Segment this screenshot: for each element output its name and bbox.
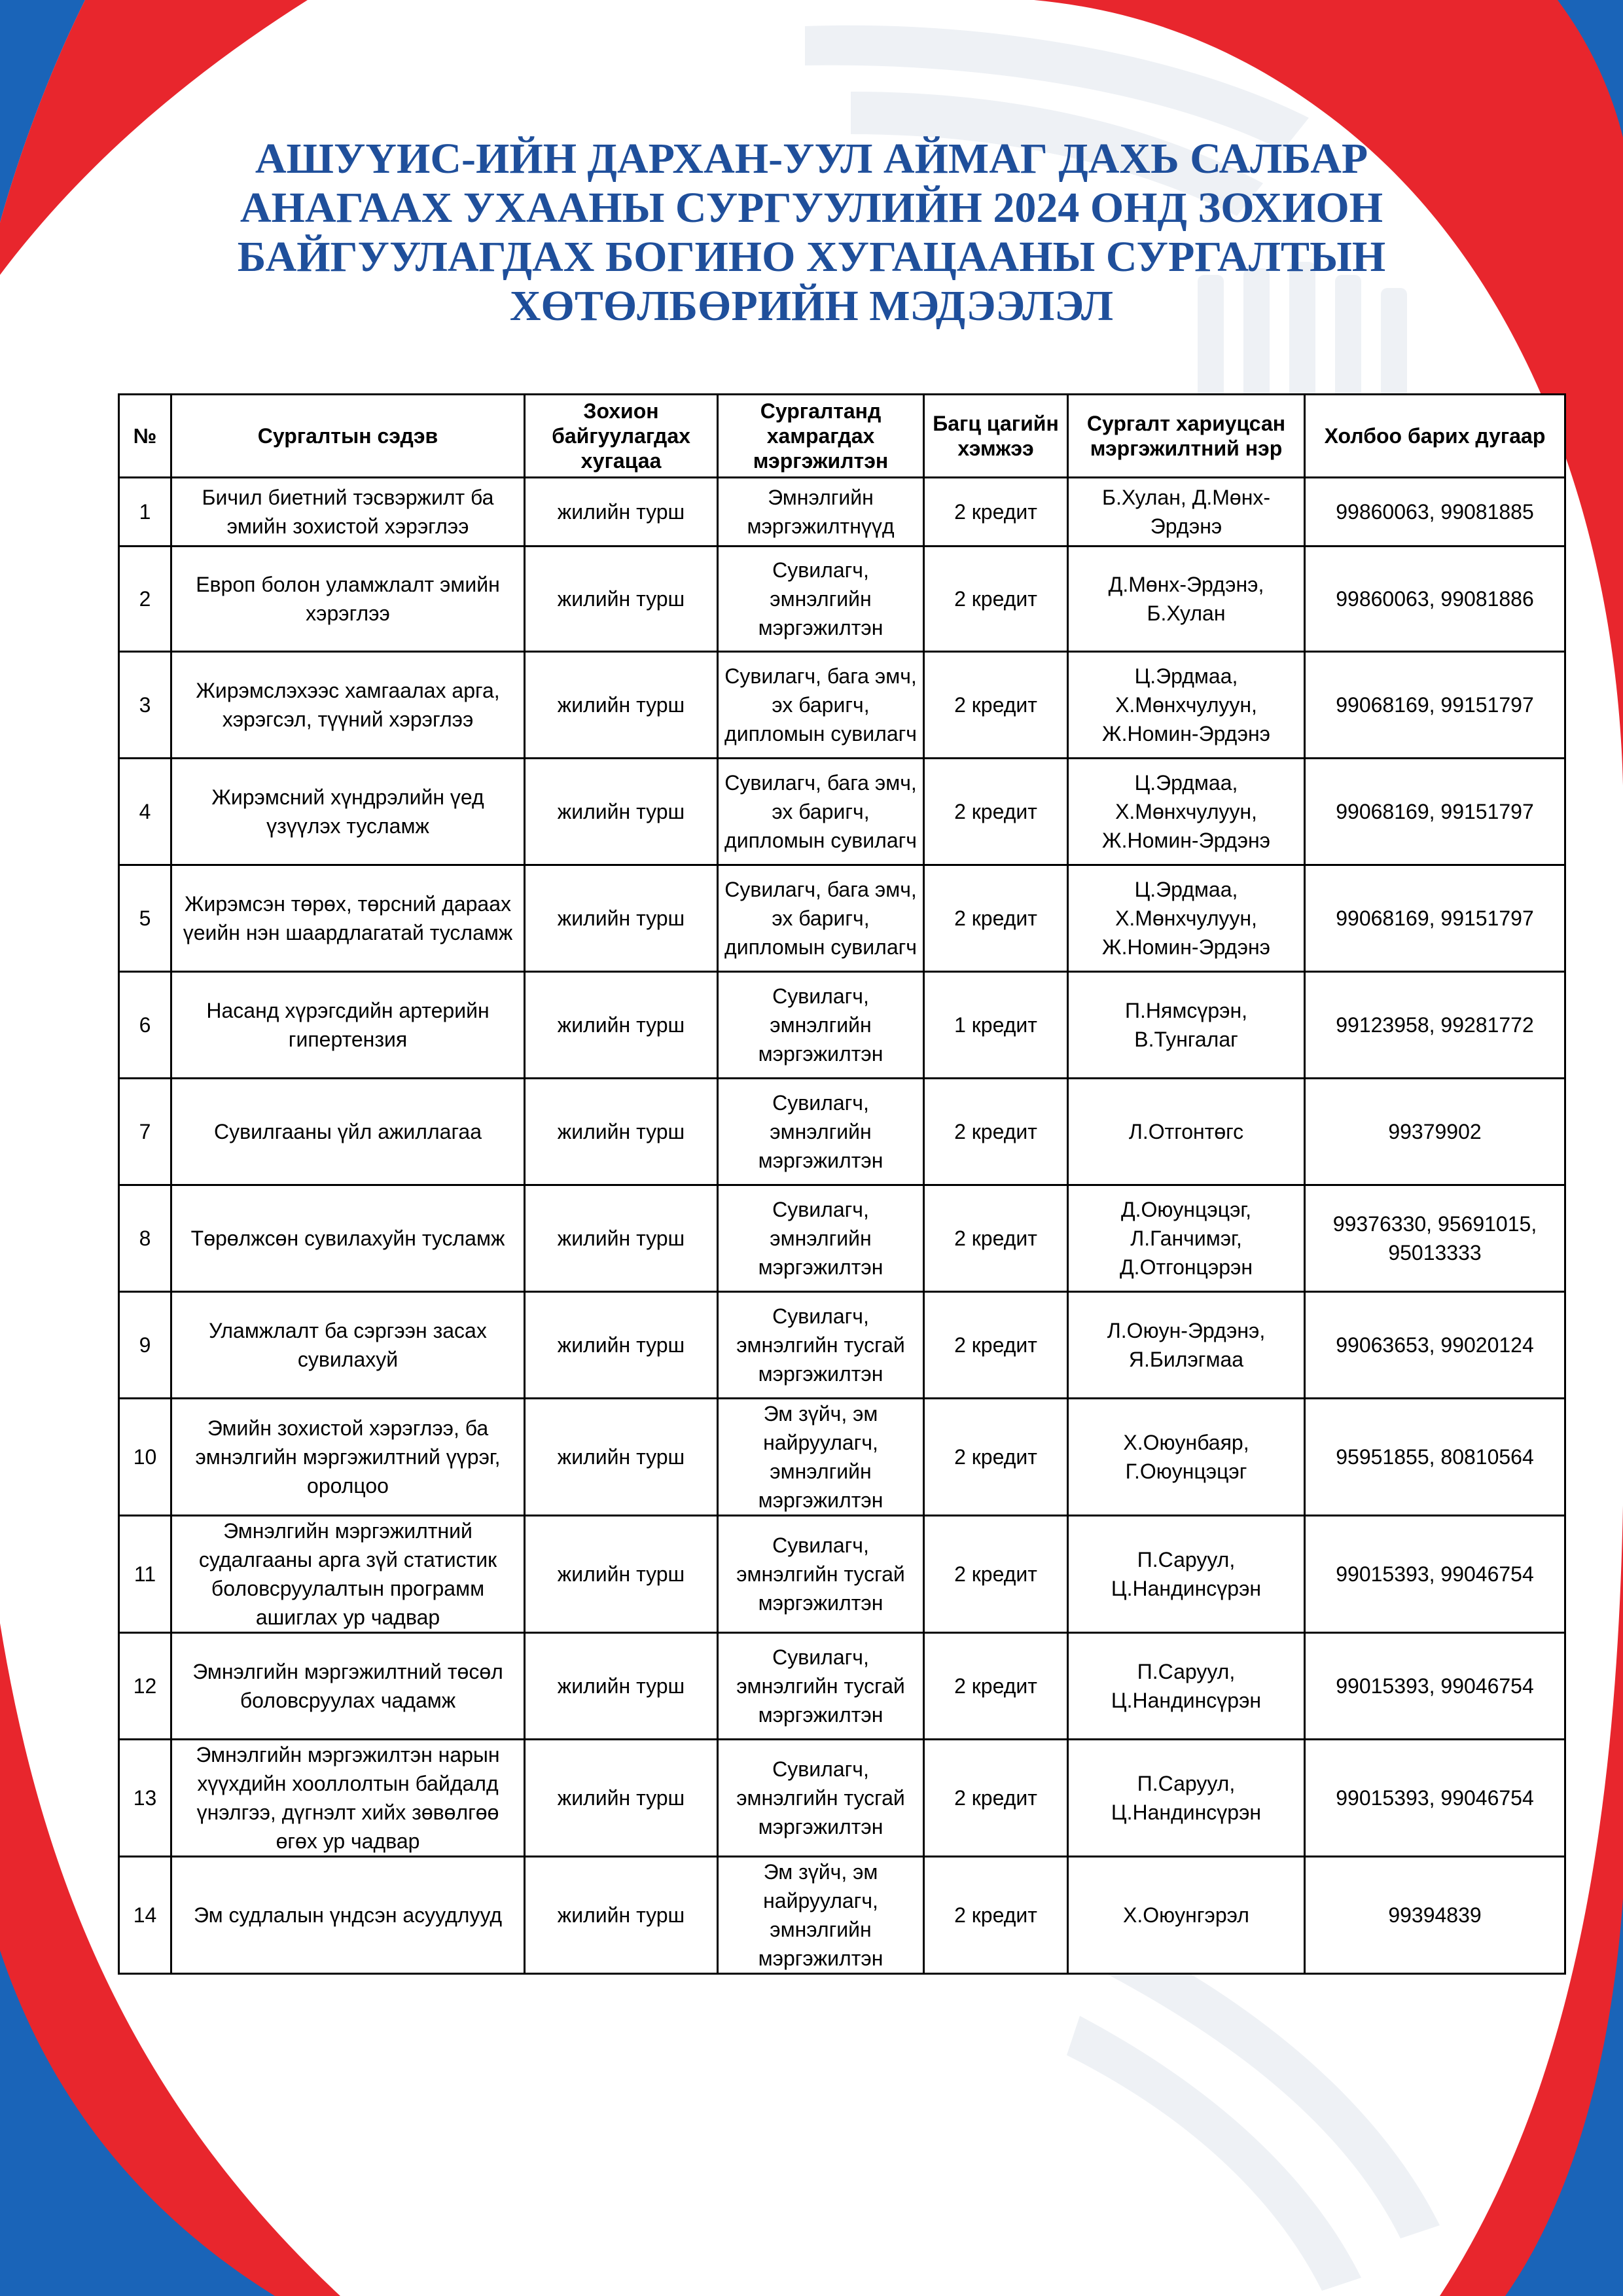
cell-credits: 2 кредит xyxy=(924,1399,1068,1516)
table-body xyxy=(119,478,1565,1974)
cell-instructor: Л.Отгонтөгс xyxy=(1068,1079,1305,1185)
cell-phone: 99063653, 99020124 xyxy=(1305,1292,1565,1399)
cell-instructor: П.Нямсүрэн, В.Тунгалаг xyxy=(1068,972,1305,1079)
cell-topic: Эмнэлгийн мэргэжилтний судалгааны арга зүй статистик боловсруулалтын программ ашиглах ур чадвар xyxy=(171,1516,525,1633)
cell-credits: 2 кредит xyxy=(924,1740,1068,1857)
header-duration: Зохион байгуулагдах хугацаа xyxy=(525,395,718,478)
title-line: АНАГААХ УХААНЫ СУРГУУЛИЙН 2024 ОНД ЗОХИОН xyxy=(240,184,1383,232)
cell-duration: жилийн турш xyxy=(525,1292,718,1399)
cell-phone: 99860063, 99081886 xyxy=(1305,547,1565,652)
cell-no: 7 xyxy=(119,1079,171,1185)
table-header-row xyxy=(119,395,1565,478)
table-row xyxy=(119,1516,1565,1633)
cell-no: 8 xyxy=(119,1185,171,1292)
cell-instructor: П.Саруул, Ц.Нандинсүрэн xyxy=(1068,1633,1305,1740)
cell-phone: 99015393, 99046754 xyxy=(1305,1633,1565,1740)
cell-audience: Сувилагч, эмнэлгийн тусгай мэргэжилтэн xyxy=(718,1633,924,1740)
table-row xyxy=(119,1740,1565,1857)
cell-topic: Жирэмсний хүндрэлийн үед үзүүлэх тусламж xyxy=(171,759,525,865)
header-audience: Сургалтанд хамрагдах мэргэжилтэн xyxy=(718,395,924,478)
cell-instructor: Д.Оюунцэцэг, Л.Ганчимэг, Д.Отгонцэрэн xyxy=(1068,1185,1305,1292)
cell-phone: 99015393, 99046754 xyxy=(1305,1740,1565,1857)
cell-instructor: П.Саруул, Ц.Нандинсүрэн xyxy=(1068,1740,1305,1857)
cell-duration: жилийн турш xyxy=(525,1740,718,1857)
cell-audience: Сувилагч, эмнэлгийн мэргэжилтэн xyxy=(718,972,924,1079)
cell-no: 6 xyxy=(119,972,171,1079)
table-row xyxy=(119,478,1565,547)
cell-duration: жилийн турш xyxy=(525,759,718,865)
cell-audience: Сувилагч, эмнэлгийн мэргэжилтэн xyxy=(718,1185,924,1292)
title-line: ХӨТӨЛБӨРИЙН МЭДЭЭЛЭЛ xyxy=(509,282,1114,330)
cell-duration: жилийн турш xyxy=(525,478,718,547)
cell-topic: Сувилгааны үйл ажиллагаа xyxy=(171,1079,525,1185)
cell-credits: 2 кредит xyxy=(924,1516,1068,1633)
header-instructor: Сургалт хариуцсан мэргэжилтний нэр xyxy=(1068,395,1305,478)
cell-no: 4 xyxy=(119,759,171,865)
header-credits: Багц цагийн хэмжээ xyxy=(924,395,1068,478)
cell-credits: 2 кредит xyxy=(924,1292,1068,1399)
cell-audience: Сувилагч, эмнэлгийн тусгай мэргэжилтэн xyxy=(718,1516,924,1633)
cell-instructor: Х.Оюунгэрэл xyxy=(1068,1857,1305,1974)
cell-instructor: П.Саруул, Ц.Нандинсүрэн xyxy=(1068,1516,1305,1633)
cell-phone: 99860063, 99081885 xyxy=(1305,478,1565,547)
header-topic: Сургалтын сэдэв xyxy=(171,395,525,478)
cell-duration: жилийн турш xyxy=(525,1633,718,1740)
cell-audience: Сувилагч, эмнэлгийн тусгай мэргэжилтэн xyxy=(718,1292,924,1399)
cell-phone: 99379902 xyxy=(1305,1079,1565,1185)
document-title xyxy=(196,134,1427,331)
cell-phone: 99068169, 99151797 xyxy=(1305,759,1565,865)
courses-table xyxy=(118,393,1566,1975)
cell-topic: Эмнэлгийн мэргэжилтэн нарын хүүхдийн хооллолтын байдалд үнэлгээ, дүгнэлт хийх зөвөлгөө өгөх ур чадвар xyxy=(171,1740,525,1857)
title-line: АШУҮИС-ИЙН ДАРХАН-УУЛ АЙМАГ ДАХЬ САЛБАР xyxy=(255,135,1368,183)
header-phone: Холбоо барих дугаар xyxy=(1305,395,1565,478)
cell-instructor: Б.Хулан, Д.Мөнх-Эрдэнэ xyxy=(1068,478,1305,547)
cell-duration: жилийн турш xyxy=(525,1516,718,1633)
cell-instructor: Х.Оюунбаяр, Г.Оюунцэцэг xyxy=(1068,1399,1305,1516)
cell-phone: 99015393, 99046754 xyxy=(1305,1516,1565,1633)
cell-credits: 2 кредит xyxy=(924,1185,1068,1292)
cell-phone: 99394839 xyxy=(1305,1857,1565,1974)
table-row xyxy=(119,1633,1565,1740)
cell-topic: Европ болон уламжлалт эмийн хэрэглээ xyxy=(171,547,525,652)
cell-topic: Жирэмслэхээс хамгаалах арга, хэрэгсэл, түүний хэрэглээ xyxy=(171,652,525,759)
cell-duration: жилийн турш xyxy=(525,1857,718,1974)
cell-no: 13 xyxy=(119,1740,171,1857)
title-line: БАЙГУУЛАГДАХ БОГИНО ХУГАЦААНЫ СУРГАЛТЫН xyxy=(237,233,1386,281)
cell-audience: Сувилагч, эмнэлгийн тусгай мэргэжилтэн xyxy=(718,1740,924,1857)
cell-instructor: Ц.Эрдмаа, Х.Мөнхчулуун, Ж.Номин-Эрдэнэ xyxy=(1068,865,1305,972)
cell-topic: Жирэмсэн төрөх, төрсний дараах үеийн нэн шаардлагатай тусламж xyxy=(171,865,525,972)
cell-no: 14 xyxy=(119,1857,171,1974)
cell-credits: 2 кредит xyxy=(924,1857,1068,1974)
cell-no: 12 xyxy=(119,1633,171,1740)
cell-audience: Сувилагч, эмнэлгийн мэргэжилтэн xyxy=(718,547,924,652)
cell-duration: жилийн турш xyxy=(525,652,718,759)
table-row xyxy=(119,759,1565,865)
cell-credits: 2 кредит xyxy=(924,759,1068,865)
table-row xyxy=(119,652,1565,759)
cell-credits: 1 кредит xyxy=(924,972,1068,1079)
cell-credits: 2 кредит xyxy=(924,865,1068,972)
cell-audience: Сувилагч, бага эмч, эх баригч, дипломын сувилагч xyxy=(718,759,924,865)
cell-credits: 2 кредит xyxy=(924,1633,1068,1740)
cell-duration: жилийн турш xyxy=(525,1185,718,1292)
cell-credits: 2 кредит xyxy=(924,1079,1068,1185)
cell-no: 2 xyxy=(119,547,171,652)
cell-audience: Сувилагч, бага эмч, эх баригч, дипломын сувилагч xyxy=(718,865,924,972)
cell-duration: жилийн турш xyxy=(525,865,718,972)
cell-topic: Уламжлалт ба сэргээн засах сувилахуй xyxy=(171,1292,525,1399)
cell-topic: Эмнэлгийн мэргэжилтний төсөл боловсруулах чадамж xyxy=(171,1633,525,1740)
cell-audience: Эмнэлгийн мэргэжилтнүүд xyxy=(718,478,924,547)
table-row xyxy=(119,1399,1565,1516)
cell-no: 5 xyxy=(119,865,171,972)
cell-no: 1 xyxy=(119,478,171,547)
cell-instructor: Л.Оюун-Эрдэнэ, Я.Билэгмаа xyxy=(1068,1292,1305,1399)
cell-topic: Эмийн зохистой хэрэглээ, ба эмнэлгийн мэргэжилтний үүрэг, оролцоо xyxy=(171,1399,525,1516)
cell-instructor: Ц.Эрдмаа, Х.Мөнхчулуун, Ж.Номин-Эрдэнэ xyxy=(1068,759,1305,865)
table-row xyxy=(119,972,1565,1079)
cell-credits: 2 кредит xyxy=(924,547,1068,652)
cell-instructor: Д.Мөнх-Эрдэнэ, Б.Хулан xyxy=(1068,547,1305,652)
cell-topic: Эм судлалын үндсэн асуудлууд xyxy=(171,1857,525,1974)
cell-phone: 99068169, 99151797 xyxy=(1305,652,1565,759)
cell-audience: Сувилагч, эмнэлгийн мэргэжилтэн xyxy=(718,1079,924,1185)
cell-topic: Насанд хүрэгсдийн артерийн гипертензия xyxy=(171,972,525,1079)
cell-duration: жилийн турш xyxy=(525,547,718,652)
cell-phone: 95951855, 80810564 xyxy=(1305,1399,1565,1516)
cell-no: 9 xyxy=(119,1292,171,1399)
cell-audience: Эм зүйч, эм найруулагч, эмнэлгийн мэргэжилтэн xyxy=(718,1399,924,1516)
cell-duration: жилийн турш xyxy=(525,1399,718,1516)
cell-duration: жилийн турш xyxy=(525,1079,718,1185)
table-row xyxy=(119,1857,1565,1974)
cell-audience: Сувилагч, бага эмч, эх баригч, дипломын сувилагч xyxy=(718,652,924,759)
cell-phone: 99376330, 95691015, 95013333 xyxy=(1305,1185,1565,1292)
header-no: № xyxy=(119,395,171,478)
cell-no: 10 xyxy=(119,1399,171,1516)
cell-no: 11 xyxy=(119,1516,171,1633)
cell-topic: Бичил биетний тэсвэржилт ба эмийн зохистой хэрэглээ xyxy=(171,478,525,547)
cell-credits: 2 кредит xyxy=(924,652,1068,759)
cell-instructor: Ц.Эрдмаа, Х.Мөнхчулуун, Ж.Номин-Эрдэнэ xyxy=(1068,652,1305,759)
cell-phone: 99068169, 99151797 xyxy=(1305,865,1565,972)
cell-credits: 2 кредит xyxy=(924,478,1068,547)
cell-no: 3 xyxy=(119,652,171,759)
cell-duration: жилийн турш xyxy=(525,972,718,1079)
cell-phone: 99123958, 99281772 xyxy=(1305,972,1565,1079)
cell-audience: Эм зүйч, эм найруулагч, эмнэлгийн мэргэжилтэн xyxy=(718,1857,924,1974)
cell-topic: Төрөлжсөн сувилахуйн тусламж xyxy=(171,1185,525,1292)
table-row xyxy=(119,865,1565,972)
table-row xyxy=(119,1292,1565,1399)
table-row xyxy=(119,1079,1565,1185)
table-row xyxy=(119,1185,1565,1292)
table-row xyxy=(119,547,1565,652)
